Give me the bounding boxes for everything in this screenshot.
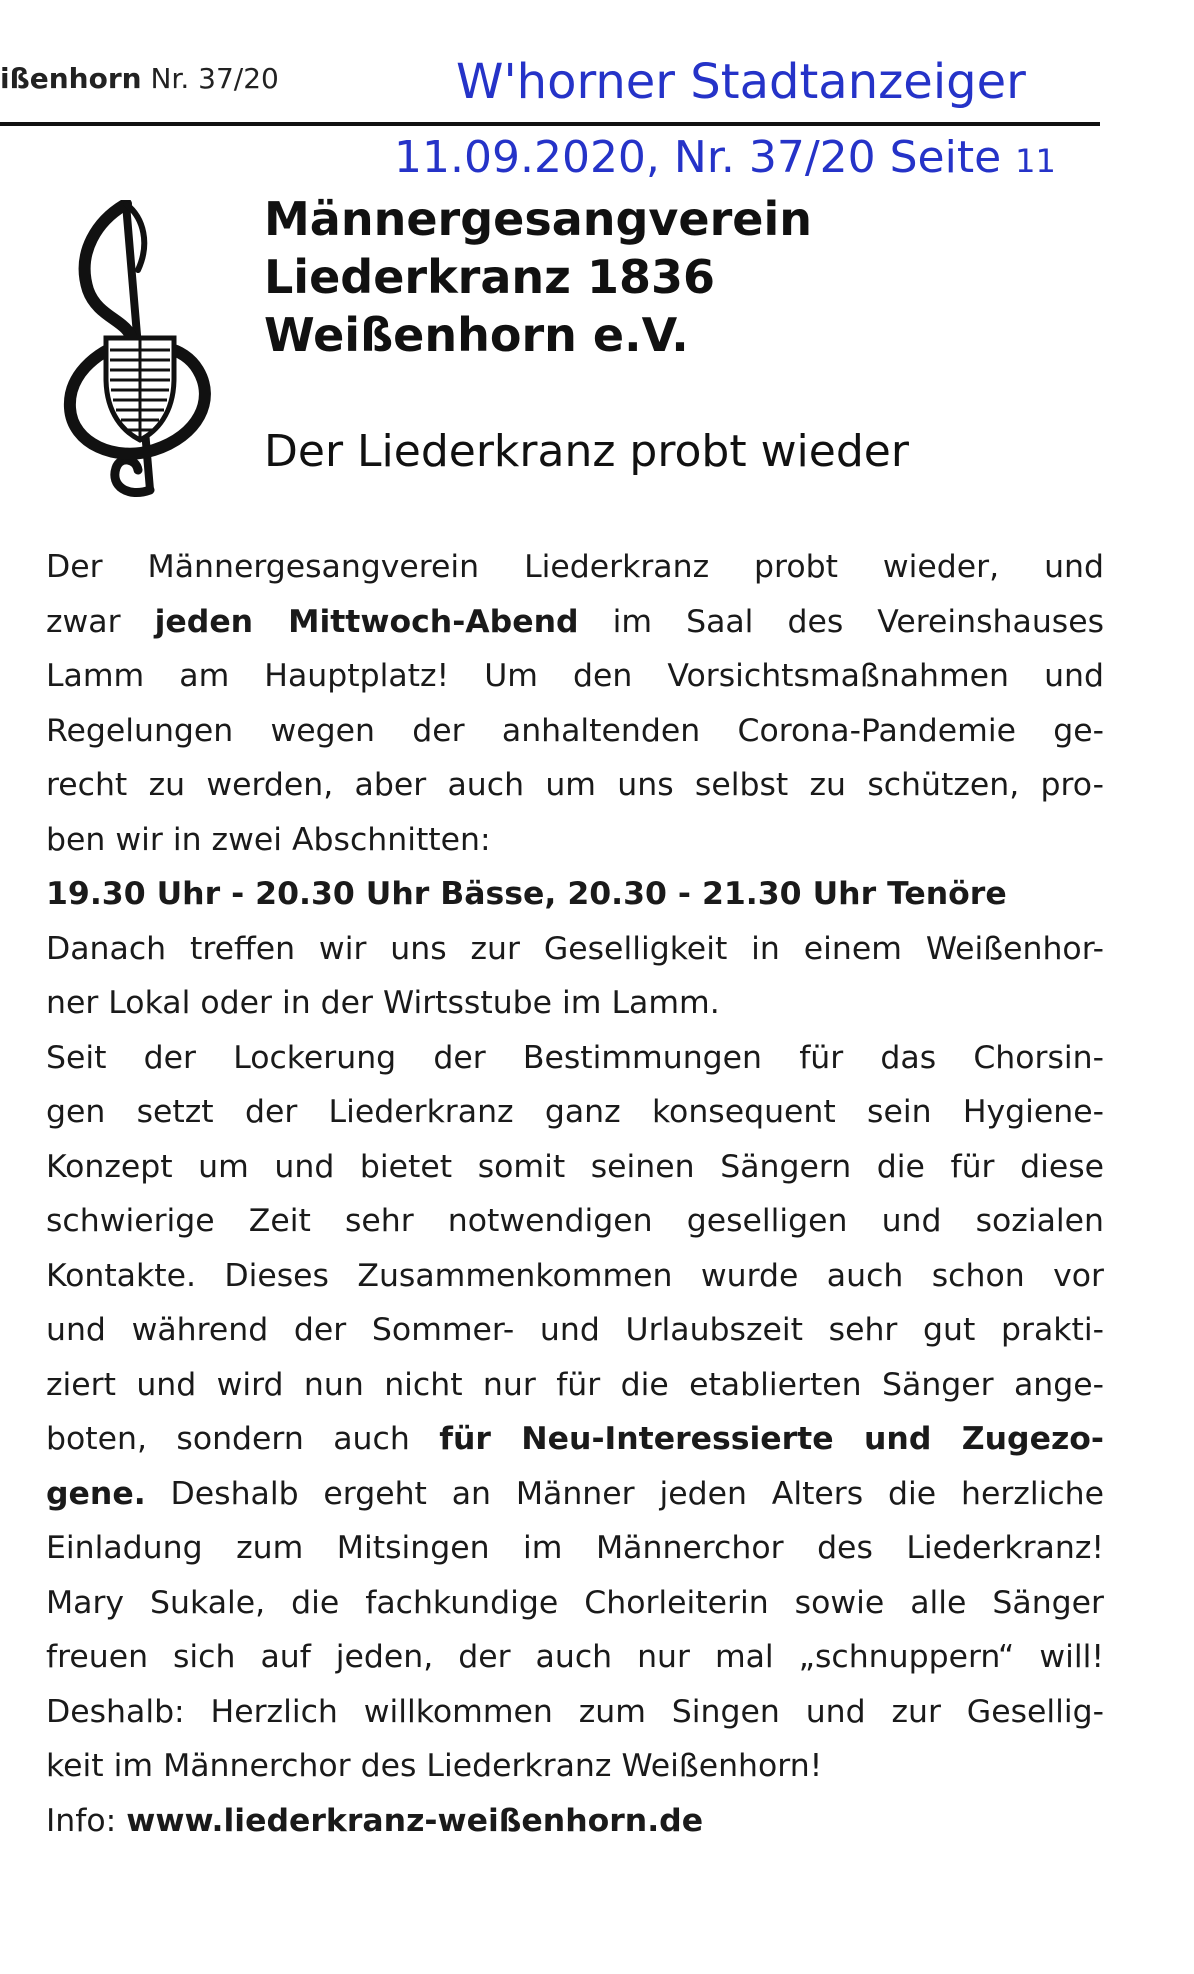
info-line bbox=[46, 1794, 1104, 1849]
text-line: Kontakte. Dieses Zusammenkommen wurde auch schon vor bbox=[46, 1257, 1104, 1294]
rehearsal-day: jeden Mittwoch-Abend bbox=[154, 603, 579, 640]
text-line: schwierige Zeit sehr notwendigen geselligen und sozialen bbox=[46, 1203, 1104, 1239]
text-line: gene. Deshalb ergeht an Männer jeden Alters die herzliche bbox=[46, 1475, 1104, 1512]
article-body bbox=[46, 540, 1104, 1848]
text-line: Lamm am Hauptplatz! Um den Vorsichtsmaßnahmen und bbox=[46, 658, 1104, 694]
text-line: Einladung zum Mitsingen im Männerchor des Liederkranz! bbox=[46, 1530, 1104, 1566]
club-name-line-2: Liederkranz 1836 bbox=[264, 250, 715, 304]
info-label: Info: bbox=[46, 1802, 127, 1839]
source-stamp-date bbox=[394, 132, 1056, 183]
text-line: boten, sondern auch für Neu-Interessierte und Zugezo- bbox=[46, 1421, 1105, 1457]
masthead bbox=[0, 62, 279, 95]
source-stamp-page: 11 bbox=[1015, 142, 1056, 180]
crest-icon bbox=[106, 338, 174, 440]
text-line: ziert und wird nun nicht nur für die etablierten Sänger ange- bbox=[46, 1366, 1104, 1403]
text-line: Danach treffen wir uns zur Geselligkeit in einem Weißenhor- bbox=[46, 930, 1104, 967]
text-line: Seit der Lockerung der Bestimmungen für das Chorsin- bbox=[46, 1039, 1104, 1076]
rehearsal-schedule: 19.30 Uhr - 20.30 Uhr Bässe, 20.30 - 21.30 Uhr Tenöre bbox=[46, 876, 1007, 912]
text-line: Der Männergesangverein Liederkranz probt wieder, und bbox=[46, 549, 1104, 585]
target-group: für Neu-Interessierte und Zugezo- bbox=[439, 1421, 1105, 1457]
text-line: ner Lokal oder in der Wirtsstube im Lamm. bbox=[46, 985, 720, 1021]
website-link[interactable]: www.liederkranz-weißenhorn.de bbox=[126, 1802, 704, 1839]
club-name bbox=[264, 190, 812, 364]
club-name-line-3: Weißenhorn e.V. bbox=[264, 308, 689, 362]
text-line: Regelungen wegen der anhaltenden Corona-Pandemie ge- bbox=[46, 712, 1104, 749]
source-stamp-date-text: 11.09.2020, Nr. 37/20 Seite bbox=[394, 132, 1002, 183]
club-name-line-1: Männergesangverein bbox=[264, 192, 813, 246]
text-line: ben wir in zwei Abschnitten: bbox=[46, 821, 491, 858]
source-stamp-title: W'horner Stadtanzeiger bbox=[456, 54, 1026, 110]
text-line: freuen sich auf jeden, der auch nur mal „schnuppern“ will! bbox=[46, 1639, 1104, 1675]
header-rule bbox=[0, 122, 1100, 126]
text-line: Mary Sukale, die fachkundige Chorleiterin sowie alle Sänger bbox=[46, 1584, 1104, 1621]
masthead-issue: Nr. 37/20 bbox=[150, 62, 279, 95]
text-line: Deshalb: Herzlich willkommen zum Singen und zur Gesellig- bbox=[46, 1693, 1104, 1730]
article-subtitle: Der Liederkranz probt wieder bbox=[264, 426, 909, 477]
text-line: keit im Männerchor des Liederkranz Weißenhorn! bbox=[46, 1748, 823, 1784]
treble-clef-logo-icon bbox=[58, 200, 228, 502]
masthead-town: ißenhorn bbox=[0, 62, 142, 95]
text-line: gen setzt der Liederkranz ganz konsequent sein Hygiene- bbox=[46, 1094, 1104, 1130]
text-line: Konzept um und bietet somit seinen Sängern die für diese bbox=[46, 1148, 1104, 1185]
text-line: zwar jeden Mittwoch-Abend im Saal des Vereinshauses bbox=[46, 603, 1104, 640]
text-line: recht zu werden, aber auch um uns selbst zu schützen, pro- bbox=[46, 767, 1104, 803]
text-line: und während der Sommer- und Urlaubszeit sehr gut prakti- bbox=[46, 1312, 1104, 1348]
